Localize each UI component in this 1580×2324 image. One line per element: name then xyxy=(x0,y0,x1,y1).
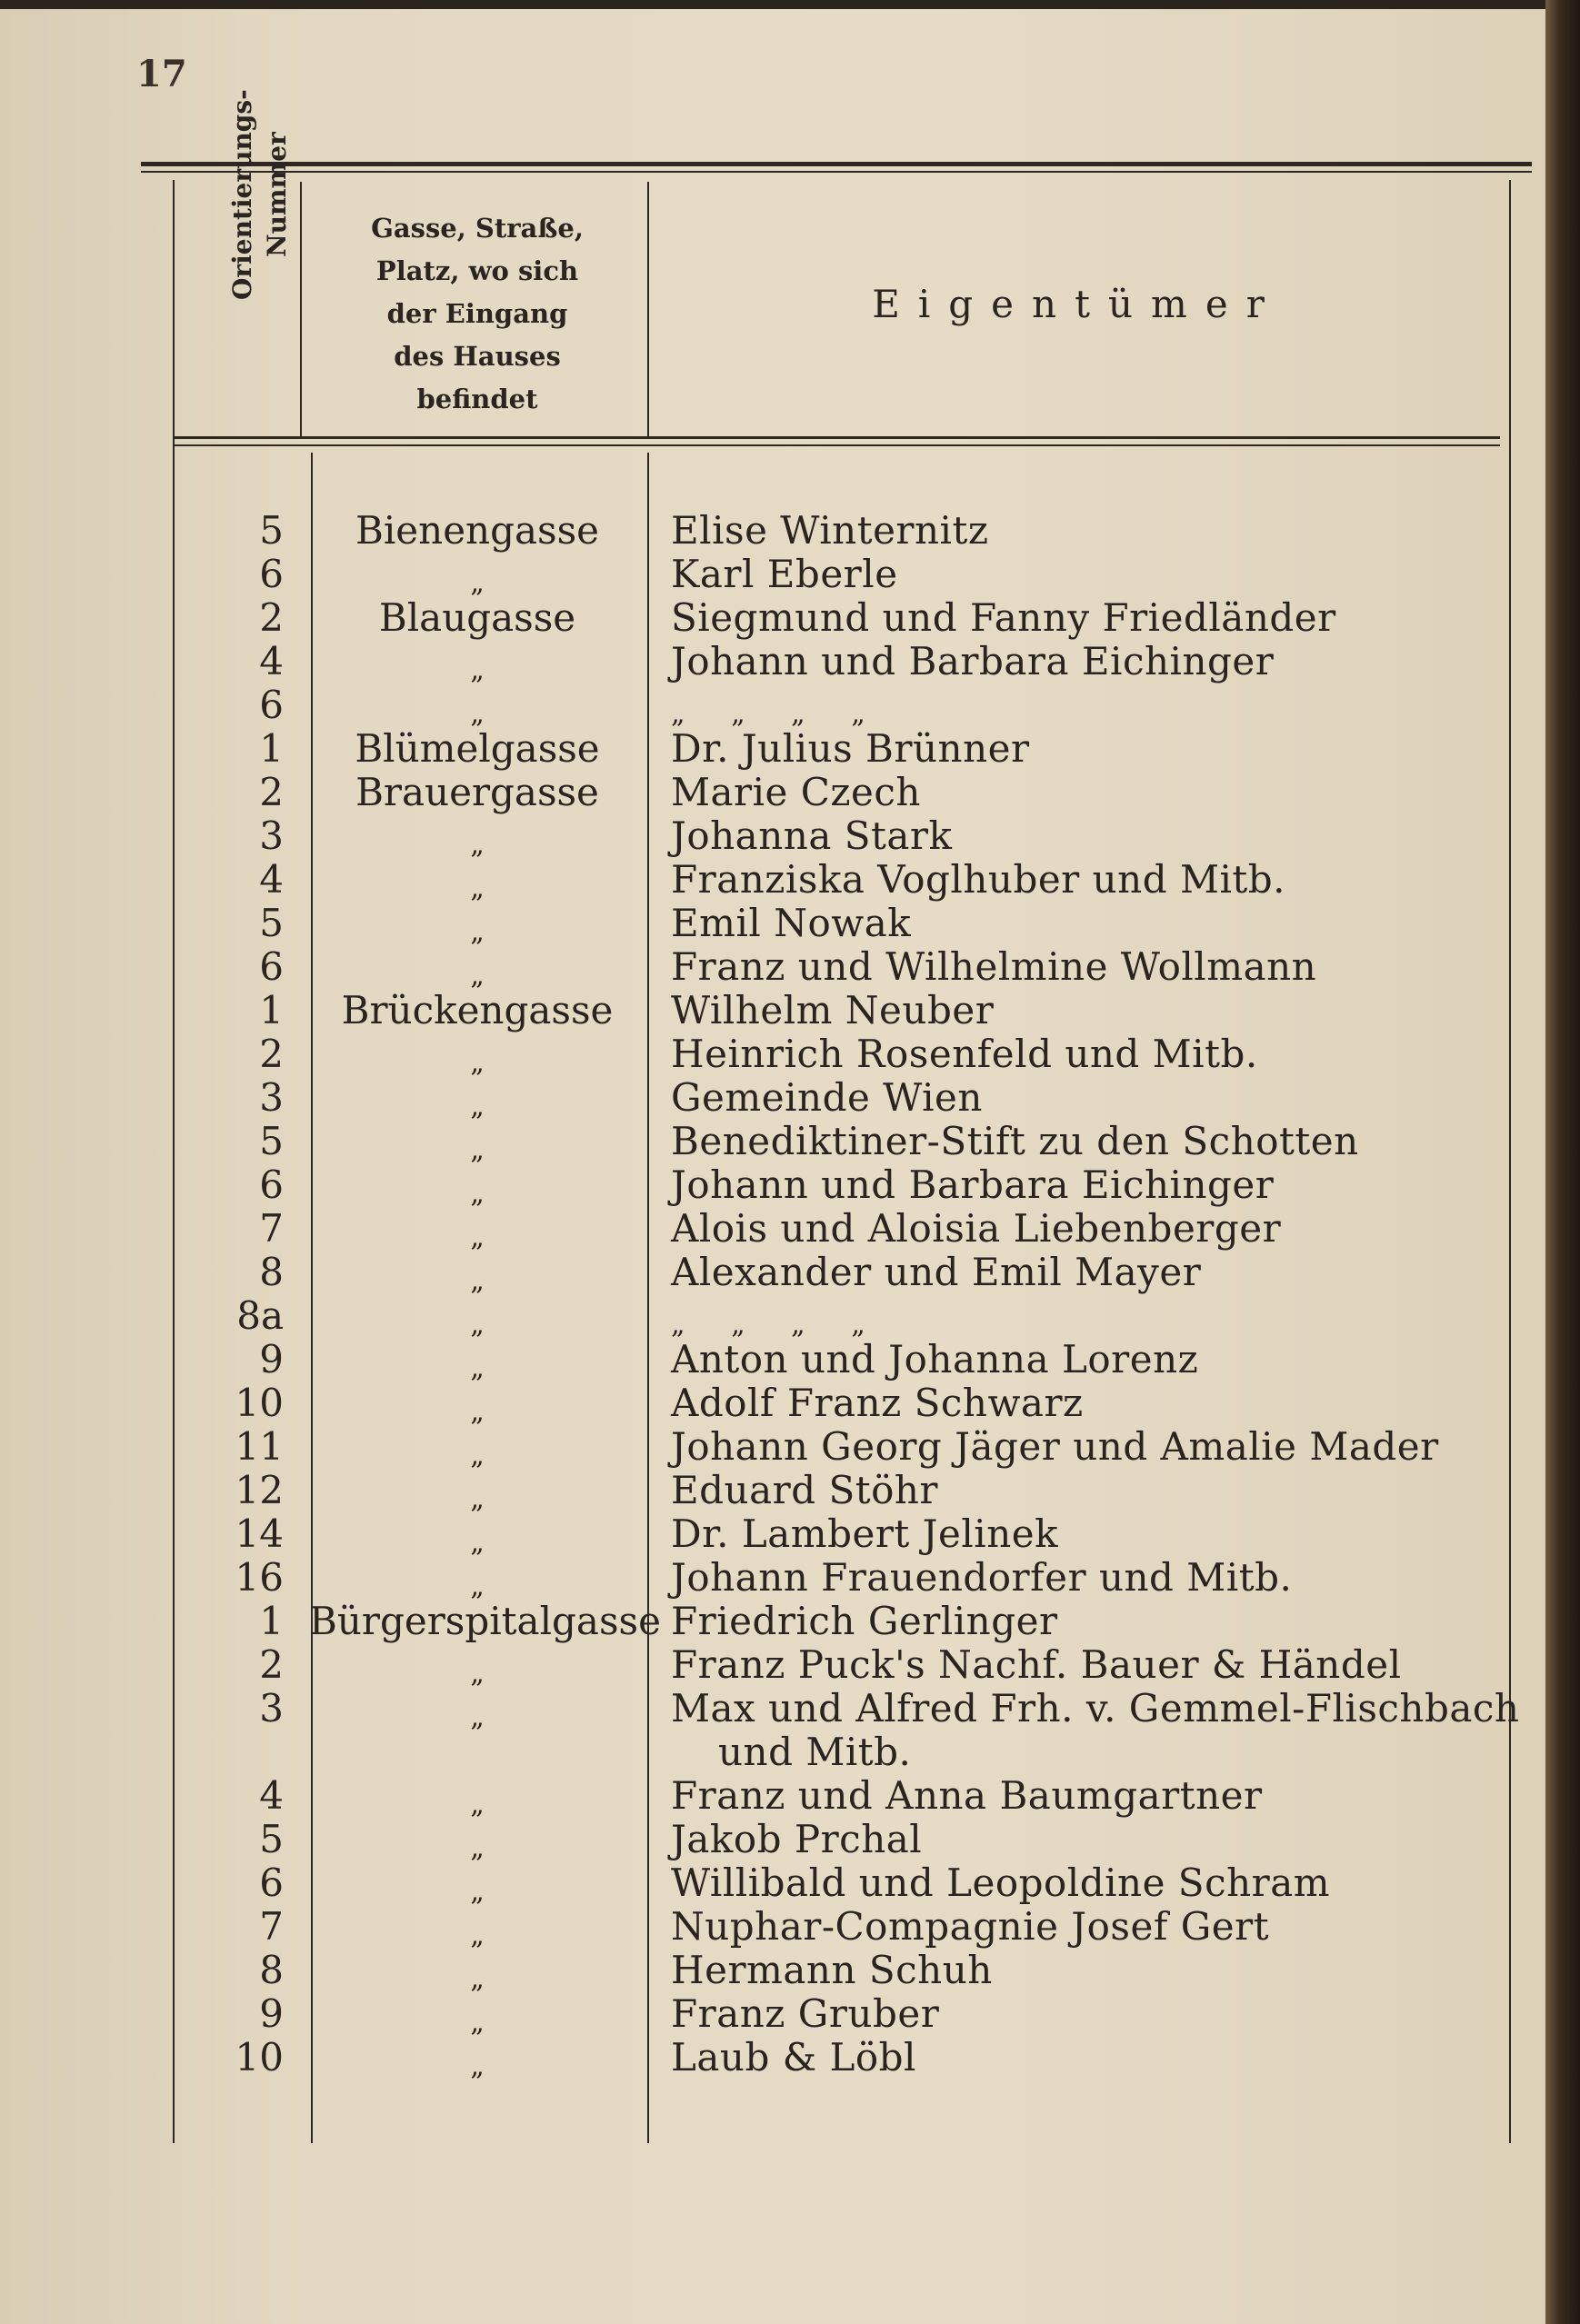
header-rule-2 xyxy=(173,444,1500,446)
street-name: „ xyxy=(470,1091,485,1122)
house-number: 11 xyxy=(235,1424,284,1469)
owner-name: Benediktiner-Stift zu den Schotten xyxy=(671,1119,1359,1163)
page-top-edge xyxy=(0,0,1545,9)
house-number: 1 xyxy=(259,1599,284,1643)
house-number: 3 xyxy=(259,1075,284,1120)
street-name: „ xyxy=(470,2050,485,2082)
owner-name: Johanna Stark xyxy=(671,813,953,858)
owner-name: Dr. Lambert Jelinek xyxy=(671,1511,1059,1556)
house-number: 16 xyxy=(235,1555,284,1600)
house-number: 12 xyxy=(235,1468,284,1512)
house-number: 9 xyxy=(259,1991,284,2036)
owner-name: Eduard Stöhr xyxy=(671,1468,939,1512)
street-name: „ xyxy=(470,567,485,599)
table-row xyxy=(0,1162,1545,1210)
col-divider-1-header xyxy=(300,182,302,436)
street-name: „ xyxy=(470,960,485,992)
table-row xyxy=(0,1817,1545,1864)
street-name: „ xyxy=(470,1396,485,1428)
house-number: 5 xyxy=(259,901,284,945)
street-name: „ xyxy=(470,654,485,686)
house-number: 9 xyxy=(259,1337,284,1381)
table-row xyxy=(0,552,1545,599)
table-row xyxy=(0,944,1545,992)
table-row xyxy=(0,596,1545,640)
street-name: „ xyxy=(470,1963,485,1995)
table-row xyxy=(0,1774,1545,1818)
table-row xyxy=(0,727,1545,771)
house-number: 8 xyxy=(259,1948,284,1992)
owner-name: Willibald und Leopoldine Schram xyxy=(671,1860,1331,1905)
table-row xyxy=(0,813,1545,861)
table-row xyxy=(0,1425,1545,1469)
owner-name: Gemeinde Wien xyxy=(671,1075,983,1120)
house-number: 10 xyxy=(235,1381,284,1425)
owner-name: Johann Georg Jäger und Amalie Mader xyxy=(671,1424,1439,1469)
owner-name: Nuphar-Compagnie Josef Gert xyxy=(671,1904,1270,1949)
owner-name: Franz und Anna Baumgartner xyxy=(671,1773,1263,1818)
table-row xyxy=(0,1731,1545,1774)
house-number: 6 xyxy=(259,944,284,989)
table-row xyxy=(0,2036,1545,2080)
owner-name: „ „ „ „ xyxy=(671,698,866,730)
house-number: 1 xyxy=(259,988,284,1032)
number-column-header: Orientierungs- Nummer xyxy=(227,89,292,300)
owner-name: Franziska Voglhuber und Mitb. xyxy=(671,857,1285,902)
house-number: 14 xyxy=(235,1511,284,1556)
owner-name: Johann Frauendorfer und Mitb. xyxy=(671,1555,1293,1600)
table-row xyxy=(0,1250,1545,1297)
house-number: 7 xyxy=(259,1904,284,1949)
owner-name: Max und Alfred Frh. v. Gemmel-Flischbach xyxy=(671,1686,1520,1731)
house-number: 6 xyxy=(259,683,284,727)
table-row xyxy=(0,1337,1545,1384)
table-row xyxy=(0,1032,1545,1079)
street-name: Brauergasse xyxy=(355,770,599,814)
house-number: 2 xyxy=(259,595,284,640)
owner-name: Elise Winternitz xyxy=(671,508,989,553)
house-number: 5 xyxy=(259,1119,284,1163)
house-number: 3 xyxy=(259,813,284,858)
house-number: 2 xyxy=(259,1642,284,1687)
street-name: „ xyxy=(470,1483,485,1515)
street-name: „ xyxy=(470,1222,485,1253)
street-name: „ xyxy=(470,698,485,730)
table-row xyxy=(0,683,1545,730)
street-name: „ xyxy=(470,1876,485,1908)
street-name: Blümelgasse xyxy=(355,726,600,771)
owner-name: Emil Nowak xyxy=(671,901,912,945)
house-number: 4 xyxy=(259,1773,284,1818)
street-name: „ xyxy=(470,1658,485,1690)
table-row xyxy=(0,1556,1545,1600)
house-number: 8a xyxy=(236,1293,284,1338)
street-name: Blaugasse xyxy=(378,595,576,640)
table-row xyxy=(0,901,1545,948)
street-name: Bürgerspitalgasse xyxy=(309,1599,661,1643)
house-number: 4 xyxy=(259,857,284,902)
street-name: „ xyxy=(470,1527,485,1559)
owner-column-header: Eigentümer xyxy=(872,282,1283,326)
owner-name: Marie Czech xyxy=(671,770,921,814)
table-row xyxy=(0,989,1545,1032)
table-row xyxy=(0,1600,1545,1643)
street-name: „ xyxy=(470,1789,485,1820)
street-name: „ xyxy=(470,2007,485,2039)
house-number: 8 xyxy=(259,1250,284,1294)
house-number: 2 xyxy=(259,1032,284,1076)
house-number: 6 xyxy=(259,1860,284,1905)
owner-name: Karl Eberle xyxy=(671,552,898,596)
owner-name: Franz und Wilhelmine Wollmann xyxy=(671,944,1317,989)
owner-name: Dr. Julius Brünner xyxy=(671,726,1030,771)
street-column-header: Gasse, Straße, Platz, wo sich der Eingang des Hauses befindet xyxy=(371,213,584,414)
table-row xyxy=(0,1293,1545,1341)
book-spine xyxy=(1545,0,1580,2324)
house-number: 4 xyxy=(259,639,284,683)
table-row xyxy=(0,1860,1545,1908)
table-row xyxy=(0,1948,1545,1995)
owner-name: Franz Gruber xyxy=(671,1991,940,2036)
house-number: 6 xyxy=(259,552,284,596)
table-row xyxy=(0,1511,1545,1559)
house-number: 5 xyxy=(259,508,284,553)
table-row xyxy=(0,1642,1545,1690)
street-name: Bienengasse xyxy=(355,508,599,553)
house-number: 7 xyxy=(259,1206,284,1251)
street-name: „ xyxy=(470,1309,485,1341)
table-row xyxy=(0,1905,1545,1949)
street-name: „ xyxy=(470,1352,485,1384)
street-name: „ xyxy=(470,1047,485,1079)
owner-name: Johann und Barbara Eichinger xyxy=(671,639,1275,683)
table-row xyxy=(0,771,1545,814)
owner-name: Franz Puck's Nachf. Bauer & Händel xyxy=(671,1642,1402,1687)
top-rule-thin xyxy=(141,171,1532,173)
owner-name: Anton und Johanna Lorenz xyxy=(671,1337,1199,1381)
table-row xyxy=(0,1991,1545,2039)
owner-name: und Mitb. xyxy=(718,1730,912,1774)
table-row xyxy=(0,509,1545,553)
street-name: „ xyxy=(470,916,485,948)
owner-name: Hermann Schuh xyxy=(671,1948,993,1992)
header-rule-1 xyxy=(173,436,1500,439)
street-name: „ xyxy=(470,1832,485,1864)
street-name: „ xyxy=(470,1265,485,1297)
house-number: 10 xyxy=(235,2035,284,2080)
owner-name: Siegmund und Fanny Friedländer xyxy=(671,595,1336,640)
street-name: „ xyxy=(470,1701,485,1733)
page-number: 17 xyxy=(136,53,187,95)
owner-name: Laub & Löbl xyxy=(671,2035,916,2080)
table-row xyxy=(0,1207,1545,1251)
owner-name: „ „ „ „ xyxy=(671,1309,866,1341)
street-name: „ xyxy=(470,1440,485,1471)
house-number: 3 xyxy=(259,1686,284,1731)
table-row xyxy=(0,1468,1545,1515)
owner-name: Alois und Aloisia Liebenberger xyxy=(671,1206,1282,1251)
owner-name: Johann und Barbara Eichinger xyxy=(671,1162,1275,1207)
table-row xyxy=(0,1076,1545,1120)
street-name: „ xyxy=(470,1134,485,1166)
house-number: 1 xyxy=(259,726,284,771)
owner-name: Friedrich Gerlinger xyxy=(671,1599,1058,1643)
house-number: 5 xyxy=(259,1817,284,1861)
owner-name: Heinrich Rosenfeld und Mitb. xyxy=(671,1032,1258,1076)
col-divider-2-header xyxy=(647,182,649,436)
house-number: 2 xyxy=(259,770,284,814)
table-row xyxy=(0,1381,1545,1428)
owner-name: Jakob Prchal xyxy=(671,1817,923,1861)
street-name: Brückengasse xyxy=(341,988,614,1032)
owner-name: Alexander und Emil Mayer xyxy=(671,1250,1202,1294)
street-name: „ xyxy=(470,829,485,861)
table-row xyxy=(0,858,1545,902)
street-name: „ xyxy=(470,1571,485,1602)
street-name: „ xyxy=(470,873,485,904)
top-rule-thick xyxy=(141,162,1532,166)
street-name: „ xyxy=(470,1920,485,1951)
table-row xyxy=(0,1119,1545,1166)
table-row xyxy=(0,1687,1545,1731)
owner-name: Adolf Franz Schwarz xyxy=(671,1381,1084,1425)
table-row xyxy=(0,639,1545,686)
street-name: „ xyxy=(470,1178,485,1210)
owner-name: Wilhelm Neuber xyxy=(671,988,995,1032)
house-number: 6 xyxy=(259,1162,284,1207)
